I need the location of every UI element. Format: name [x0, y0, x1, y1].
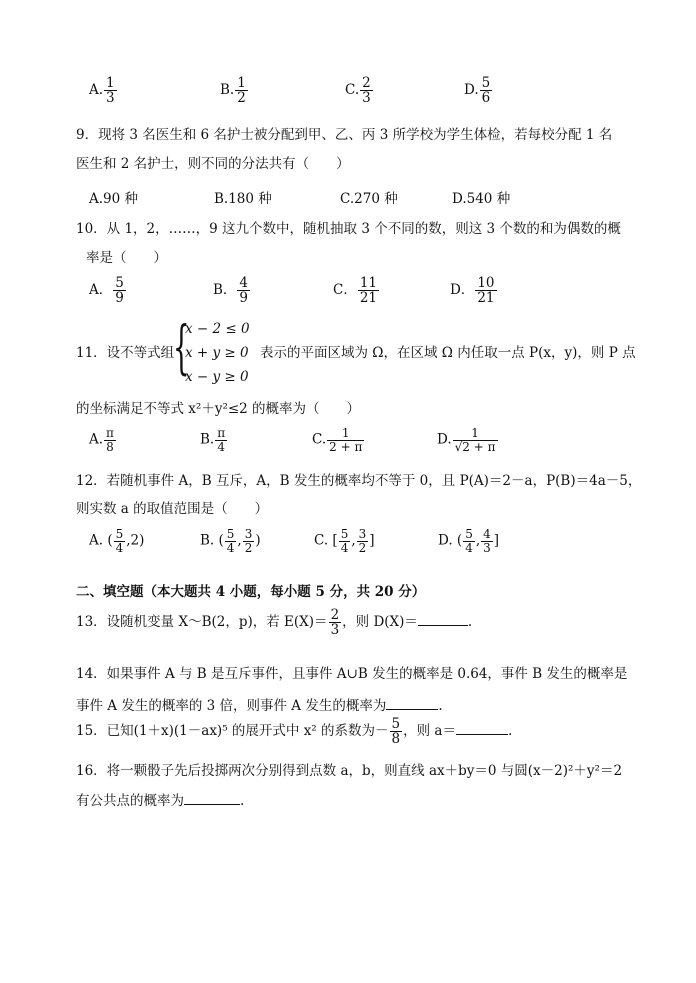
q12-line1: 12．若随机事件 A，B 互斥，A，B 发生的概率均不等于 0，且 P(A)＝2－a，P(B)＝4a－5，: [76, 473, 642, 489]
q11-system-row-3: x − y ≥ 0: [185, 369, 249, 385]
q9-option-c: C.270 种: [340, 191, 398, 207]
q11-system-row-1: x − 2 ≤ 0: [185, 321, 250, 337]
q10-option-b: B． $\frac{4}{9}$: [213, 275, 249, 307]
q12-option-b: B. ( $\frac{5}{4}$ , $\frac{3}{2}$ ): [200, 527, 261, 555]
q16-line2: 有公共点的概率为 .: [76, 793, 245, 809]
q10-option-d: D． $\frac{10}{21}$: [450, 275, 495, 307]
q11-text-a: 表示的平面区域为 Ω，在区域 Ω 内任取一点 P(x，y)，则 P 点: [260, 345, 636, 361]
q12-option-d: D. ( $\frac{5}{4}$ , $\frac{4}{3}$ ]: [438, 527, 500, 555]
answer-blank[interactable]: [418, 613, 468, 626]
q13-line: 13．设随机变量 X～B(2，p)，若 E(X)＝ $\frac{2}{3}$ ，则 D(X)＝ .: [76, 607, 473, 639]
q9-option-b: B.180 种: [214, 191, 272, 207]
q14-line1: 14．如果事件 A 与 B 是互斥事件，且事件 A∪B 发生的概率是 0.64，事件 B 发生的概率是: [76, 666, 628, 682]
system-brace: {: [173, 313, 190, 381]
q15-line: 15．已知(1＋x)(1－ax)⁵ 的展开式中 x² 的系数为－ $\frac{5}{8}$ ，则 a＝ .: [76, 716, 513, 748]
answer-blank[interactable]: [184, 792, 240, 805]
q8-option-b: B. $\frac{1}{2}$: [220, 75, 246, 107]
q14-line2: 事件 A 发生的概率的 3 倍，则事件 A 发生的概率为 .: [76, 698, 443, 714]
q8-option-c: C. $\frac{2}{3}$: [345, 75, 371, 107]
q8-option-a: A. $\frac{1}{3}$: [89, 75, 115, 107]
q16-line1: 16．将一颗骰子先后投掷两次分别得到点数 a，b，则直线 ax＋by＝0 与圆(x－2)²＋y²＝2: [76, 763, 623, 779]
answer-blank[interactable]: [456, 722, 508, 735]
q8-option-d: D. $\frac{5}{6}$: [464, 75, 491, 107]
q10-option-a: A． $\frac{5}{9}$: [89, 275, 124, 307]
q9-option-d: D.540 种: [452, 191, 511, 207]
q10-option-c: C． $\frac{11}{21}$: [333, 275, 378, 307]
q11-option-c: C. $\frac{1}{2 + \pi}$: [312, 426, 363, 454]
q12-option-c: C. [ $\frac{5}{4}$ , $\frac{3}{2}$ ]: [314, 527, 375, 555]
q11-option-d: D. $\frac{1}{√2 + \pi}$: [437, 426, 496, 454]
q10-line1: 10．从 1，2，……，9 这九个数中，随机抽取 3 个不同的数，则这 3 个数的和为偶数的概: [76, 221, 621, 237]
q11-system-row-2: x + y ≥ 0: [185, 345, 249, 361]
q10-line2: 率是（ ）: [86, 250, 167, 266]
answer-blank[interactable]: [386, 697, 438, 710]
q9-line1: 9．现将 3 名医生和 6 名护士被分配到甲、乙、丙 3 所学校为学生体检，若每校分配 1 名: [76, 127, 613, 143]
q9-line2: 医生和 2 名护士，则不同的分法共有（ ）: [76, 156, 350, 172]
q9-option-a: A.90 种: [89, 191, 139, 207]
q11-option-a: A. $\frac{\pi}{8}$: [89, 426, 114, 454]
q12-line2: 则实数 a 的取值范围是（ ）: [76, 501, 269, 517]
q11-option-b: B. $\frac{\pi}{4}$: [200, 426, 226, 454]
q11-line2: 的坐标满足不等式 x²＋y²≤2 的概率为（ ）: [76, 401, 361, 417]
q12-option-a: A. ( $\frac{5}{4}$ ,2): [89, 527, 145, 555]
q11-prefix: 11．设不等式组: [76, 345, 175, 361]
section-title: 二、填空题（本大题共 4 小题，每小题 5 分，共 20 分）: [76, 584, 426, 600]
